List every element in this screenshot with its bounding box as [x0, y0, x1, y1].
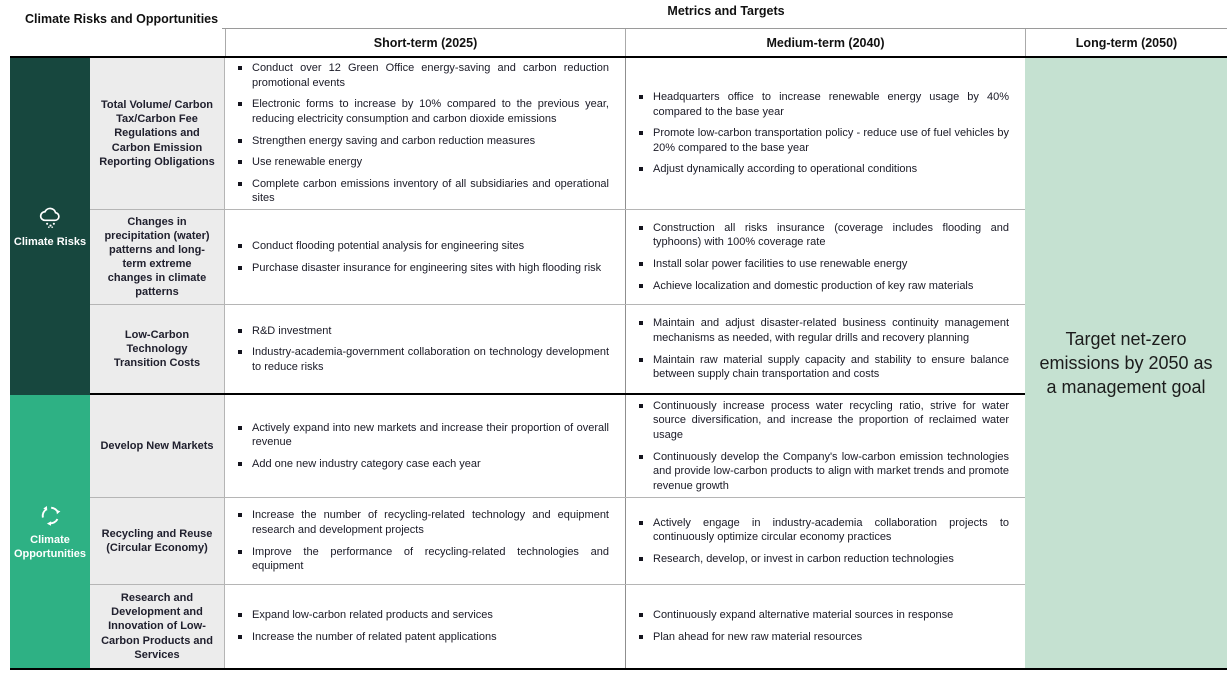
bullet-marker: [639, 284, 643, 288]
bullet-item: [639, 450, 1009, 494]
bullet-text: Conduct over 12 Green Office energy-saving and carbon reduction promotional events: [252, 62, 609, 89]
medium-term-cell: [625, 210, 1025, 304]
bullet-text: Actively engage in industry-academia collaboration projects to continuously optimize circular economy practices: [653, 516, 1009, 544]
category-climate-risks: [10, 58, 90, 395]
bullet-item: [639, 90, 1009, 119]
bullet-text: Increase the number of recycling-related technology and equipment research and development projects: [252, 509, 609, 536]
bullet-marker: [639, 358, 643, 362]
bullet-item: [238, 608, 609, 623]
bullet-text: Complete carbon emissions inventory of all subsidiaries and operational sites: [252, 177, 609, 205]
table-row: [90, 498, 1025, 585]
bullet-marker: [639, 521, 643, 525]
bullet-text: Continuously develop the Company's low-carbon emission technologies and provide low-carbon products to align with market trends and promote revenue growth: [653, 450, 1009, 492]
bullet-item: [238, 324, 609, 339]
bullet-item: [639, 221, 1009, 250]
net-zero-goal-text: Target net-zero emissions by 2050 as a management goal: [1039, 328, 1213, 398]
bullet-item: [238, 261, 609, 276]
bullet-text: Conduct flooding potential analysis for engineering sites: [252, 239, 525, 252]
bullet-marker: [238, 160, 242, 164]
long-term-goal-cell: [1025, 58, 1227, 668]
bullet-item: [639, 399, 1009, 443]
table-row: [90, 58, 1025, 210]
bullet-text: Improve the performance of recycling-related technologies and equipment: [252, 545, 609, 573]
bullet-item: [238, 421, 609, 450]
bullet-marker: [238, 635, 242, 639]
bullet-marker: [639, 95, 643, 99]
bullet-text: Use renewable energy: [252, 156, 363, 169]
bullet-item: [238, 630, 609, 645]
row-label: Develop New Markets: [90, 395, 225, 497]
bullet-text: Purchase disaster insurance for engineering sites with high flooding risk: [252, 261, 602, 274]
bullet-item: [639, 353, 1009, 382]
bullet-item: [639, 516, 1009, 545]
short-term-cell: [225, 305, 625, 393]
bullet-item: [639, 257, 1009, 272]
bullet-text: Expand low-carbon related products and services: [252, 609, 493, 622]
bullet-item: [238, 239, 609, 254]
bullet-item: [238, 97, 609, 126]
short-term-cell: [225, 585, 625, 668]
bullet-text: Add one new industry category case each year: [252, 457, 481, 470]
bullet-marker: [238, 550, 242, 554]
short-term-cell: [225, 498, 625, 584]
bullet-marker: [238, 139, 242, 143]
bullet-marker: [639, 321, 643, 325]
bullet-marker: [238, 102, 242, 106]
bullet-text: Install solar power facilities to use renewable energy: [653, 258, 908, 270]
column-header-short-term: Short-term (2025): [225, 29, 625, 57]
bullet-marker: [639, 635, 643, 639]
bullet-item: [238, 155, 609, 170]
bullet-marker: [639, 404, 643, 408]
bullet-text: Increase the number of related patent applications: [252, 631, 497, 643]
bullet-marker: [238, 329, 242, 333]
bullet-item: [639, 608, 1009, 623]
table-row: [90, 395, 1025, 498]
bullet-marker: [238, 462, 242, 466]
bullet-text: Maintain raw material supply capacity and stability to ensure balance between supply chain transportation and costs: [653, 353, 1009, 381]
column-header-medium-term: Medium-term (2040): [625, 29, 1025, 57]
bullet-text: Adjust dynamically according to operational conditions: [653, 163, 918, 176]
column-header-long-term: Long-term (2050): [1025, 29, 1227, 57]
row-label: Total Volume/ Carbon Tax/Carbon Fee Regulations and Carbon Emission Reporting Obligations: [90, 58, 225, 209]
bullet-marker: [238, 244, 242, 248]
bullet-text: Actively expand into new markets and increase their proportion of overall revenue: [252, 421, 609, 449]
rows-area: [90, 58, 1025, 668]
short-term-cell: [225, 58, 625, 209]
metrics-and-targets-title: Metrics and Targets: [667, 4, 785, 18]
table-title: Climate Risks and Opportunities: [25, 12, 219, 26]
bullet-item: [238, 457, 609, 472]
bullet-marker: [238, 266, 242, 270]
medium-term-cell: [625, 585, 1025, 668]
bullet-marker: [238, 426, 242, 430]
medium-term-cell: [625, 58, 1025, 209]
bullet-marker: [639, 455, 643, 459]
row-label: Recycling and Reuse (Circular Economy): [90, 498, 225, 584]
bullet-marker: [238, 513, 242, 517]
bullet-marker: [639, 262, 643, 266]
bullet-text: Maintain and adjust disaster-related business continuity management mechanisms as needed, with regular drills and recovery planning: [653, 317, 1009, 344]
medium-term-cell: [625, 395, 1025, 497]
bullet-item: [238, 177, 609, 206]
bullet-item: [639, 552, 1009, 567]
bullet-item: [639, 126, 1009, 155]
table-bottom-line: [10, 668, 1227, 670]
table-row: [90, 210, 1025, 305]
bullet-marker: [238, 350, 242, 354]
table-row: [90, 585, 1025, 668]
bullet-marker: [639, 167, 643, 171]
category-label-climate-risks: Climate Risks: [13, 235, 87, 248]
bullet-item: [238, 508, 609, 537]
bullet-marker: [238, 182, 242, 186]
bullet-text: Research, develop, or invest in carbon reduction technologies: [653, 552, 954, 565]
bullet-marker: [238, 613, 242, 617]
bullet-item: [238, 345, 609, 374]
row-label: Low-Carbon Technology Transition Costs: [90, 305, 225, 393]
recycle-icon: [37, 502, 64, 529]
table-body: [10, 58, 1227, 668]
bullet-marker: [639, 557, 643, 561]
bullet-item: [238, 61, 609, 90]
bullet-marker: [639, 226, 643, 230]
column-headers: [225, 29, 1227, 57]
medium-term-cell: [625, 498, 1025, 584]
bullet-item: [639, 162, 1009, 177]
bullet-text: Continuously expand alternative material sources in response: [653, 609, 954, 622]
bullet-marker: [639, 613, 643, 617]
bullet-marker: [238, 66, 242, 70]
row-label: Changes in precipitation (water) patterns and long-term extreme changes in climate patterns: [90, 210, 225, 304]
bullet-text: Electronic forms to increase by 10% compared to the previous year, reducing electricity consumption and carbon dioxide emissions: [252, 98, 609, 125]
category-climate-opportunities: [10, 395, 90, 668]
bullet-text: R&D investment: [252, 324, 332, 337]
bullet-text: Promote low-carbon transportation policy - reduce use of fuel vehicles by 20% compared to the base year: [653, 127, 1009, 154]
bullet-marker: [639, 131, 643, 135]
bullet-item: [238, 545, 609, 574]
bullet-text: Strengthen energy saving and carbon reduction measures: [252, 134, 536, 147]
table-row: [90, 305, 1025, 395]
bullet-text: Plan ahead for new raw material resources: [653, 631, 863, 643]
bullet-item: [238, 134, 609, 149]
short-term-cell: [225, 210, 625, 304]
bullet-text: Construction all risks insurance (coverage includes flooding and typhoons) with 100% coverage rate: [653, 221, 1009, 249]
bullet-item: [639, 279, 1009, 294]
bullet-item: [639, 316, 1009, 345]
bullet-text: Headquarters office to increase renewable energy usage by 40% compared to the base year: [653, 91, 1009, 118]
medium-term-cell: [625, 305, 1025, 393]
category-column: [10, 58, 90, 668]
cloud-rain-icon: [37, 204, 64, 231]
bullet-text: Industry-academia-government collaboration on technology development to reduce risks: [252, 346, 609, 373]
bullet-item: [639, 630, 1009, 645]
row-label: Research and Development and Innovation of Low-Carbon Products and Services: [90, 585, 225, 668]
category-label-climate-opportunities: Climate Opportunities: [13, 534, 87, 560]
short-term-cell: [225, 395, 625, 497]
bullet-text: Achieve localization and domestic production of key raw materials: [653, 279, 974, 292]
bullet-text: Continuously increase process water recycling ratio, strive for water source diversification, and increase the proportion of reclaimed water usage: [653, 399, 1009, 441]
